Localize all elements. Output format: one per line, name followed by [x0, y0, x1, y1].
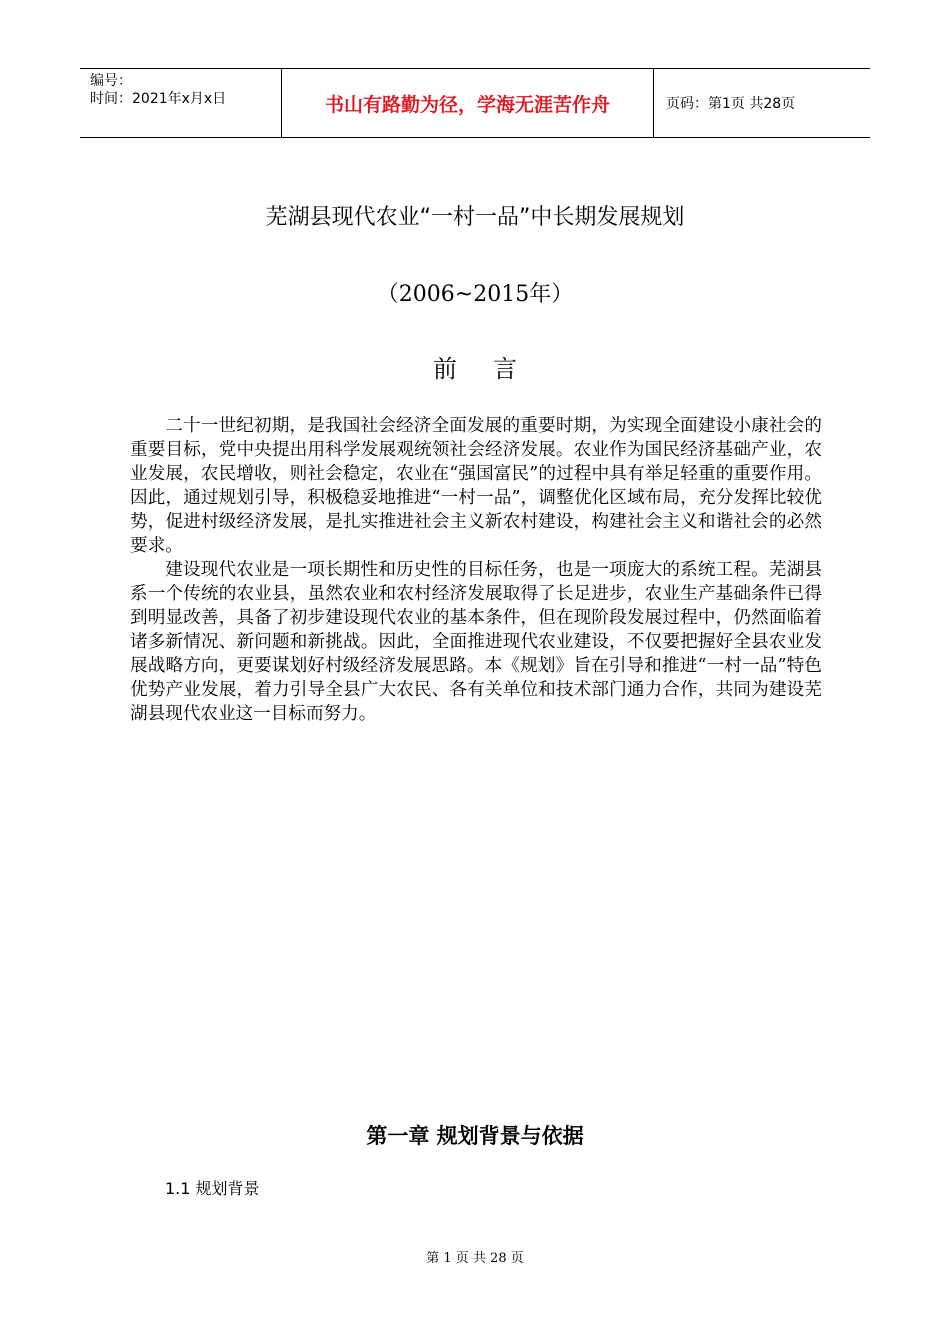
preface-heading: 前言	[433, 355, 553, 383]
paragraph: 建设现代农业是一项长期性和历史性的目标任务，也是一项庞大的系统工程。芜湖县系一个传统的农业县，虽然农业和农村经济发展取得了长足进步，农业生产基础条件已得到明显改善，具备了初步建设现代农业的基本条件，但在现阶段发展过程中，仍然面临着诸多新情况、新问题和新挑战。因此，全面推进现代农业建设，不仅要把握好全县农业发展战略方向，更要谋划好村级经济发展思路。本《规划》旨在引导和推进“一村一品”特色优势产业发展，着力引导全县广大农民、各有关单位和技术部门通力合作，共同为建设芜湖县现代农业这一目标而努力。	[130, 560, 822, 724]
date-label: 时间：2021年x月x日	[90, 91, 227, 107]
paragraph: 二十一世纪初期，是我国社会经济全面发展的重要时期，为实现全面建设小康社会的重要目标，党中央提出用科学发展观统领社会经济发展。农业作为国民经济基础产业，农业发展，农民增收，则社会稳定，农业在“强国富民”的过程中具有举足轻重的重要作用。因此，通过规划引导，积极稳妥地推进“一村一品”，调整优化区域布局，充分发挥比较优势，促进村级经济发展，是扎实推进社会主义新农村建设，构建社会主义和谐社会的必然要求。	[130, 416, 822, 556]
preface-body	[130, 414, 822, 726]
header-meta	[80, 69, 281, 137]
chapter-heading: 第一章 规划背景与依据	[366, 1124, 584, 1148]
document-header	[80, 68, 870, 138]
serial-number-label: 编号：	[90, 73, 132, 89]
header-page-info: 页码：第1页 共28页	[666, 96, 796, 112]
page-footer: 第 1 页 共 28 页	[426, 1251, 524, 1266]
section-heading: 1.1 规划背景	[165, 1179, 260, 1198]
header-motto: 书山有路勤为径，学海无涯苦作舟	[281, 69, 654, 137]
document-title: 芜湖县现代农业“一村一品”中长期发展规划	[265, 205, 685, 230]
document-years: （2006~2015年）	[376, 282, 574, 307]
